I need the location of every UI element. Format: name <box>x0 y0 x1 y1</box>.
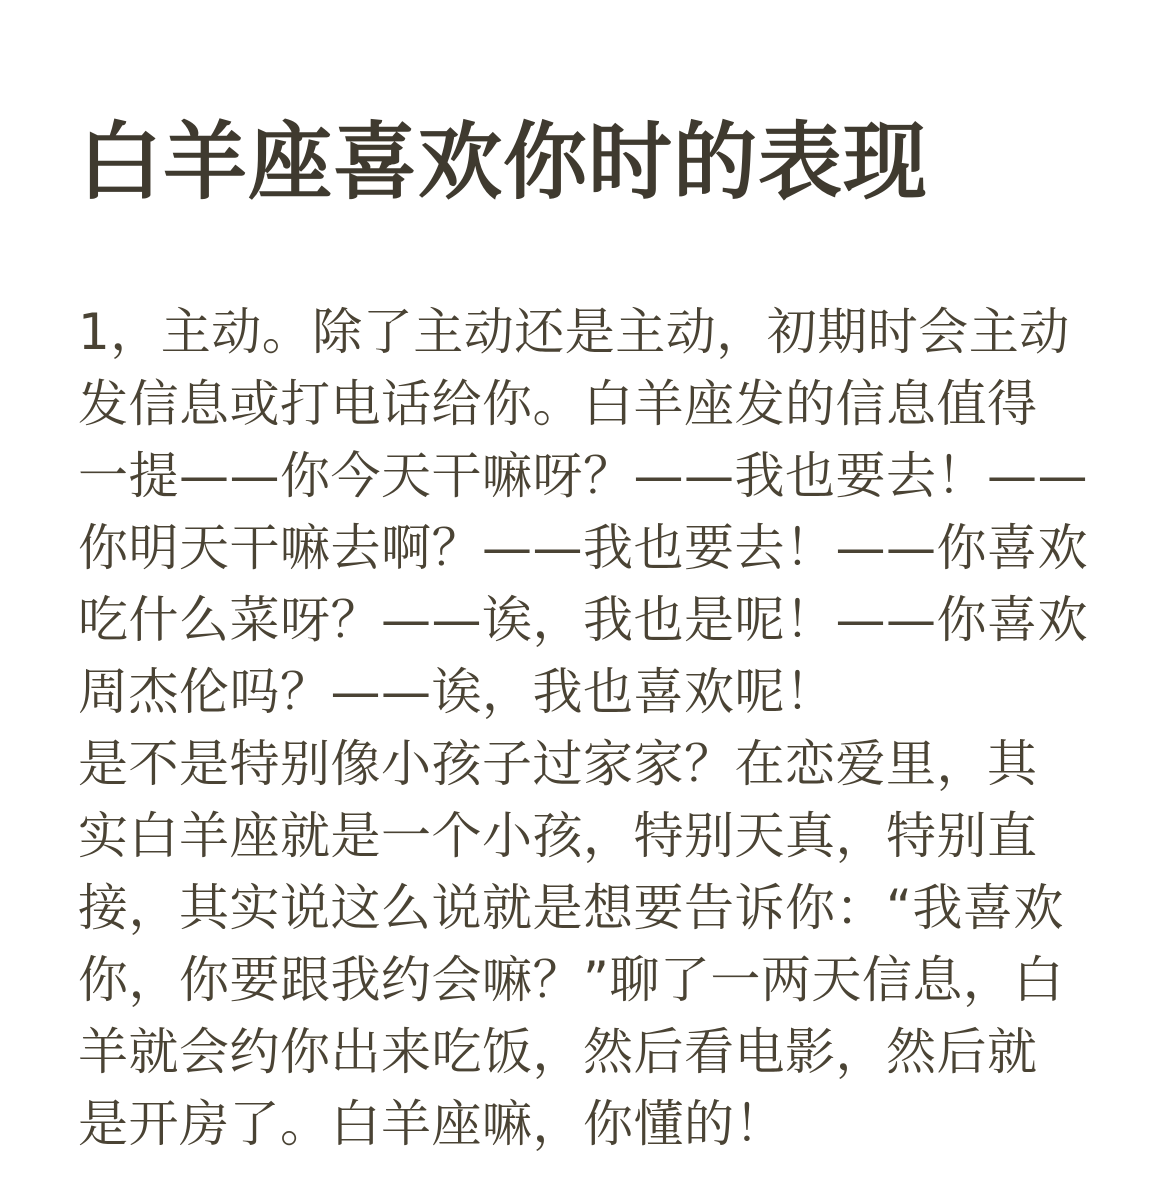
body-line: 接，其实说这么说就是想要告诉你：“我喜欢 <box>78 879 1064 937</box>
article-body <box>78 296 1098 1160</box>
body-line: 周杰伦吗？——诶，我也喜欢呢！ <box>78 663 836 721</box>
body-line: 一提——你今天干嘛呀？——我也要去！—— <box>78 447 1088 505</box>
body-line: 1，主动。除了主动还是主动，初期时会主动 <box>78 303 1070 361</box>
body-line: 吃什么菜呀？——诶，我也是呢！——你喜欢 <box>78 591 1088 649</box>
body-line: 你明天干嘛去啊？——我也要去！——你喜欢 <box>78 519 1088 577</box>
body-line: 是开房了。白羊座嘛，你懂的！ <box>78 1095 785 1153</box>
body-line: 是不是特别像小孩子过家家？在恋爱里，其 <box>78 735 1038 793</box>
article-title: 白羊座喜欢你时的表现 <box>78 113 929 211</box>
body-line: 发信息或打电话给你。白羊座发的信息值得 <box>78 375 1038 433</box>
body-line: 你，你要跟我约会嘛？”聊了一两天信息，白 <box>78 951 1064 1009</box>
body-line: 羊就会约你出来吃饭，然后看电影，然后就 <box>78 1023 1038 1081</box>
body-line: 实白羊座就是一个小孩，特别天真，特别直 <box>78 807 1038 865</box>
